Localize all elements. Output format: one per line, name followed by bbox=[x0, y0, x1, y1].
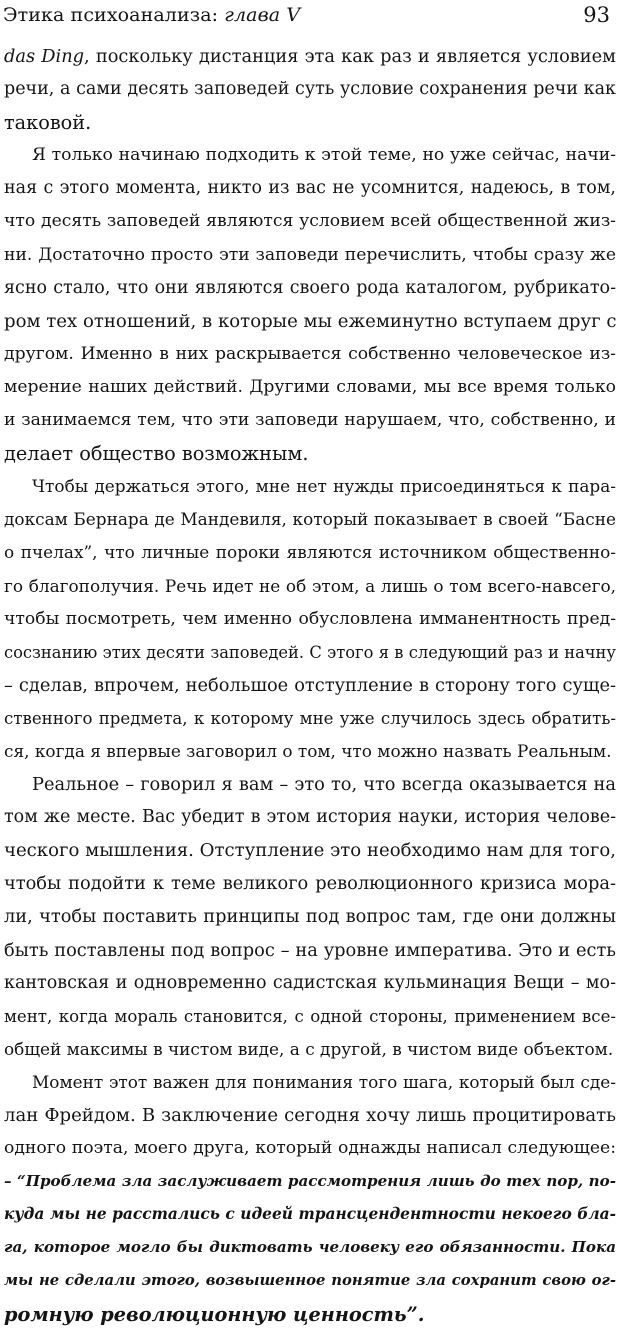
text-line-content: , поскольку дистанция эта как раз и является условием bbox=[84, 46, 616, 67]
text-line: доксам Бернара де Мандевиля, который показывает в своей “Басне bbox=[4, 509, 616, 530]
quote-line: – “Проблема зла заслуживает рассмотрения лишь до тех пор, по- bbox=[4, 1172, 616, 1191]
running-header bbox=[0, 0, 620, 34]
text-line: ясно стало, что они являются своего рода каталогом, рубрикато- bbox=[4, 277, 616, 298]
text-line: мент, когда мораль становится, с одной стороны, применением все- bbox=[4, 1006, 616, 1026]
text-line: том же месте. Вас убедит в этом история науки, история челове- bbox=[4, 807, 616, 828]
paragraph-first-line: Реальное – говорил я вам – это то, что всегда оказывается на bbox=[32, 774, 616, 796]
das-ding-term: das Ding bbox=[4, 46, 85, 67]
paragraph-first-line: Момент этот важен для понимания того шага, который был сде- bbox=[32, 1071, 616, 1092]
quote-line: мы не сделали этого, возвышенное понятие зла сохранит свою ог- bbox=[4, 1272, 616, 1290]
text-line: о пчелах”, что личные пороки являются источником общественно- bbox=[4, 542, 616, 563]
text-line: ни. Достаточно просто эти заповеди перечислить, чтобы сразу же bbox=[4, 244, 616, 265]
text-line: ческого мышления. Отступление это необходимо нам для того, bbox=[4, 840, 616, 862]
text-line: ная с этого момента, никто из вас не усомнится, надеюсь, в том, bbox=[4, 178, 616, 199]
closing-quote: ”. bbox=[406, 1302, 425, 1326]
text-line: таковой. bbox=[4, 111, 92, 135]
text-line: ли, чтобы поставить принципы под вопрос там, где они должны bbox=[4, 906, 616, 928]
text-line: речи, а сами десять заповедей суть условие сохранения речи как bbox=[4, 79, 616, 100]
text-line bbox=[4, 40, 616, 73]
quote-line: куда мы не расстались с идеей трансцендентности некоего бла- bbox=[4, 1205, 616, 1224]
text-line: другом. Именно в них раскрывается собственно человеческое из- bbox=[4, 343, 616, 364]
quote-tail: ромную революционную ценность bbox=[4, 1302, 407, 1326]
text-line: что десять заповедей являются условием всей общественной жиз- bbox=[4, 211, 616, 232]
text-line: го благополучия. Речь идет не об этом, а лишь о том всего-навсего, bbox=[4, 575, 616, 596]
text-line: одного поэта, моего друга, который однажды написал следующее: bbox=[4, 1138, 616, 1159]
text-line: чтобы посмотреть, чем именно обусловлена имманентность пред- bbox=[4, 608, 616, 629]
text-line: делает общество возможным. bbox=[4, 442, 309, 466]
text-line: ся, когда я впервые заговорил о том, что можно назвать Реальным. bbox=[4, 740, 612, 761]
text-line: общей максимы в чистом виде, а с другой, в чистом виде объектом. bbox=[4, 1038, 614, 1059]
text-line: кантовская и одновременно садистская кульминация Вещи – мо- bbox=[4, 972, 616, 993]
quote-line: га, которое могло бы диктовать человеку его обязанности. Пока bbox=[4, 1238, 616, 1257]
chapter-title-text: Этика психоанализа: bbox=[3, 4, 225, 26]
text-line: быть поставлены под вопрос – на уровне императива. Это и есть bbox=[4, 939, 616, 961]
text-line: соcзнанию этих десяти заповедей. С этого я в следующий раз и начну bbox=[4, 642, 616, 662]
body-text bbox=[4, 40, 616, 1331]
chapter-title bbox=[3, 4, 300, 26]
text-line: мерение наших действий. Другими словами, мы все время только bbox=[4, 376, 616, 397]
text-line: чтобы подойти к теме великого революционного кризиса мора- bbox=[4, 873, 616, 895]
text-line: – сделав, впрочем, небольшое отступление в сторону того суще- bbox=[4, 674, 616, 696]
paragraph-first-line: Я только начинаю подходить к этой теме, но уже сейчас, начи- bbox=[32, 145, 616, 166]
quote-last-line bbox=[4, 1298, 616, 1331]
text-line: ственного предмета, к которому мне уже случилось здесь обратить- bbox=[4, 708, 616, 728]
text-line: ром тех отношений, в которые мы ежеминутно вступаем друг с bbox=[4, 310, 617, 332]
text-line: лан Фрейдом. В заключение сегодня хочу лишь процитировать bbox=[4, 1105, 616, 1126]
paragraph-first-line: Чтобы держаться этого, мне нет нужды присоединяться к пара- bbox=[32, 476, 616, 497]
chapter-title-italic: глава V bbox=[224, 4, 301, 26]
text-line: и занимаемся тем, что эти заповеди нарушаем, что, собственно, и bbox=[4, 410, 616, 431]
page-number: 93 bbox=[583, 3, 610, 27]
